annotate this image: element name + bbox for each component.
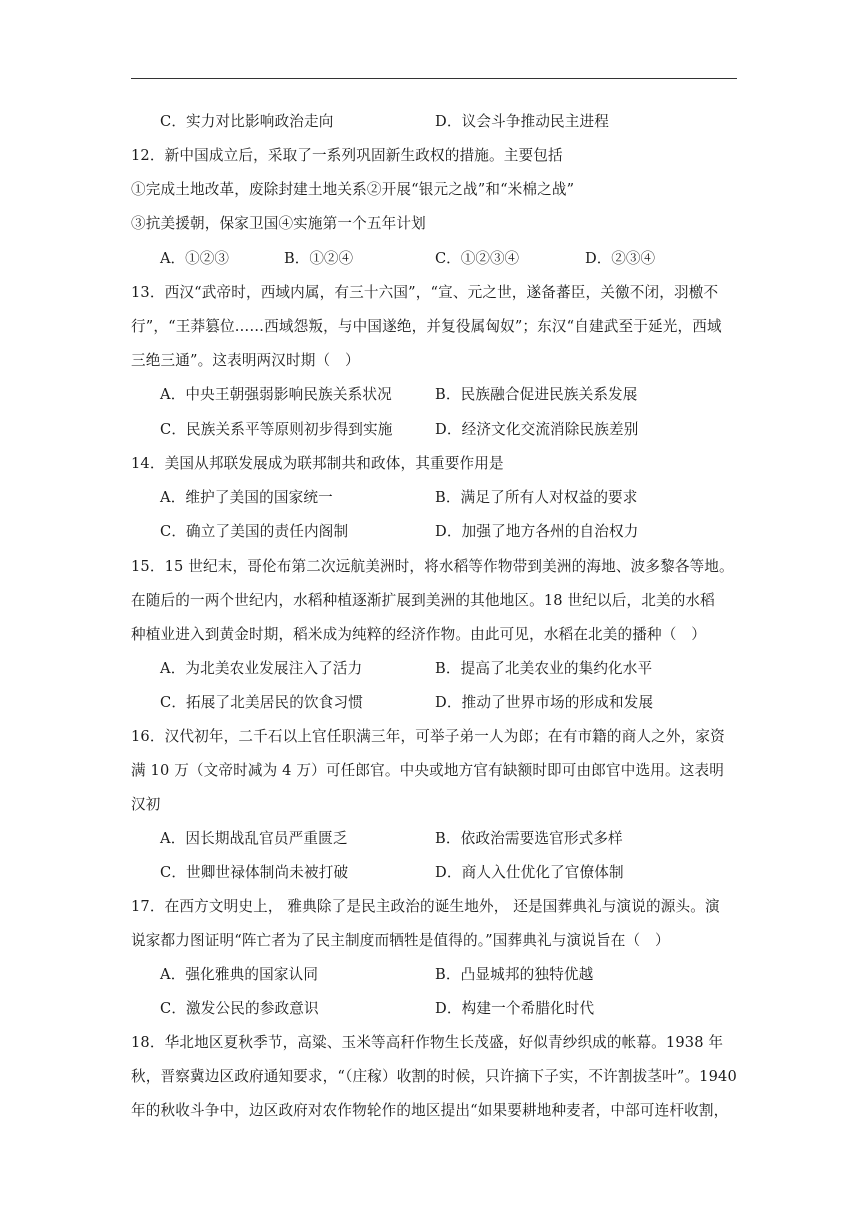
q15-stem-line3: 种植业进入到黄金时期，稻米成为纯粹的经济作物。由此可见，水稻在北美的播种（ ）: [131, 626, 707, 643]
q13-option-a[interactable]: A．中央王朝强弱影响民族关系状况: [160, 386, 392, 403]
q16-option-b[interactable]: B．依政治需要选官形式多样: [435, 830, 623, 847]
q13-option-b[interactable]: B．民族融合促进民族关系发展: [435, 386, 638, 403]
q16-stem-line3: 汉初: [131, 796, 161, 813]
q12-option-c[interactable]: C．①②③④: [435, 250, 520, 267]
q11-option-d[interactable]: D．议会斗争推动民主进程: [435, 113, 610, 130]
q13-stem-line2: 行”，“王莽篡位……西域怨叛，与中国遂绝，并复役属匈奴”；东汉“自建武至于延光，西域: [131, 318, 722, 335]
q12-option-d[interactable]: D．②③④: [585, 250, 656, 267]
q12-option-a[interactable]: A．①②③: [160, 250, 229, 267]
q14-option-c[interactable]: C．确立了美国的责任内阁制: [160, 523, 349, 540]
q15-stem-line1: 15．15 世纪末，哥伦布第二次远航美洲时，将水稻等作物带到美洲的海地、波多黎各等地。: [131, 558, 734, 575]
q12-stem: 12．新中国成立后，采取了一系列巩固新生政权的措施。主要包括: [131, 147, 563, 164]
q11-option-c[interactable]: C．实力对比影响政治走向: [160, 113, 334, 130]
q16-option-d[interactable]: D．商人入仕优化了官僚体制: [435, 864, 624, 881]
q16-option-c[interactable]: C．世卿世禄体制尚未被打破: [160, 864, 349, 881]
q13-option-c[interactable]: C．民族关系平等原则初步得到实施: [160, 421, 393, 438]
q13-option-d[interactable]: D．经济文化交流消除民族差别: [435, 421, 639, 438]
q17-stem-line2: 说家都力图证明“阵亡者为了民主制度而牺牲是值得的。”国葬典礼与演说旨在（ ）: [131, 932, 670, 949]
q15-option-d[interactable]: D．推动了世界市场的形成和发展: [435, 694, 654, 711]
q17-stem-line1: 17．在西方文明史上， 雅典除了是民主政治的诞生地外， 还是国葬典礼与演说的源头。演: [131, 898, 720, 915]
q15-option-b[interactable]: B．提高了北美农业的集约化水平: [435, 660, 653, 677]
q16-option-a[interactable]: A．因长期战乱官员严重匮乏: [160, 830, 348, 847]
q12-items-line2: ③抗美援朝，保家卫国④实施第一个五年计划: [131, 215, 426, 232]
q15-stem-line2: 在随后的一两个世纪内，水稻种植逐渐扩展到美洲的其他地区。18 世纪以后，北美的水稻: [131, 592, 715, 609]
q15-option-c[interactable]: C．拓展了北美居民的饮食习惯: [160, 694, 363, 711]
q14-stem: 14．美国从邦联发展成为联邦制共和政体，其重要作用是: [131, 455, 504, 472]
q18-stem-line3: 年的秋收斗争中，边区政府对农作物轮作的地区提出“如果要耕地种麦者，中部可连杆收割，: [131, 1102, 729, 1119]
q18-stem-line2: 秋，晋察冀边区政府通知要求，“（庄稼）收割的时候，只许摘下子实，不许割拔茎叶”。1940: [131, 1068, 737, 1085]
q13-stem-line1: 13．西汉“武帝时，西域内属，有三十六国”，“宣、元之世，遂备蕃臣，关徼不闭，羽檄不: [131, 284, 719, 301]
q16-stem-line2: 满 10 万（文帝时减为 4 万）可任郎官。中央或地方官有缺额时即可由郎官中选用。这表明: [131, 762, 724, 779]
q17-option-d[interactable]: D．构建一个希腊化时代: [435, 1000, 595, 1017]
q17-option-c[interactable]: C．激发公民的参政意识: [160, 1000, 319, 1017]
q13-stem-line3: 三绝三通”。这表明两汉时期（ ）: [131, 352, 360, 369]
q12-option-b[interactable]: B．①②④: [284, 250, 354, 267]
q14-option-a[interactable]: A．维护了美国的国家统一: [160, 489, 333, 506]
q14-option-d[interactable]: D．加强了地方各州的自治权力: [435, 523, 639, 540]
q17-option-a[interactable]: A．强化雅典的国家认同: [160, 966, 319, 983]
q16-stem-line1: 16．汉代初年，二千石以上官任职满三年，可举子弟一人为郎；在有市籍的商人之外，家资: [131, 728, 725, 745]
q15-option-a[interactable]: A．为北美农业发展注入了活力: [160, 660, 363, 677]
q18-stem-line1: 18．华北地区夏秋季节，高粱、玉米等高秆作物生长茂盛，好似青纱织成的帐幕。1938 年: [131, 1034, 724, 1051]
q17-option-b[interactable]: B．凸显城邦的独特优越: [435, 966, 594, 983]
q14-option-b[interactable]: B．满足了所有人对权益的要求: [435, 489, 638, 506]
header-rule: [131, 78, 737, 79]
q12-items-line1: ①完成土地改革，废除封建土地关系②开展“银元之战”和“米棉之战”: [131, 181, 575, 198]
